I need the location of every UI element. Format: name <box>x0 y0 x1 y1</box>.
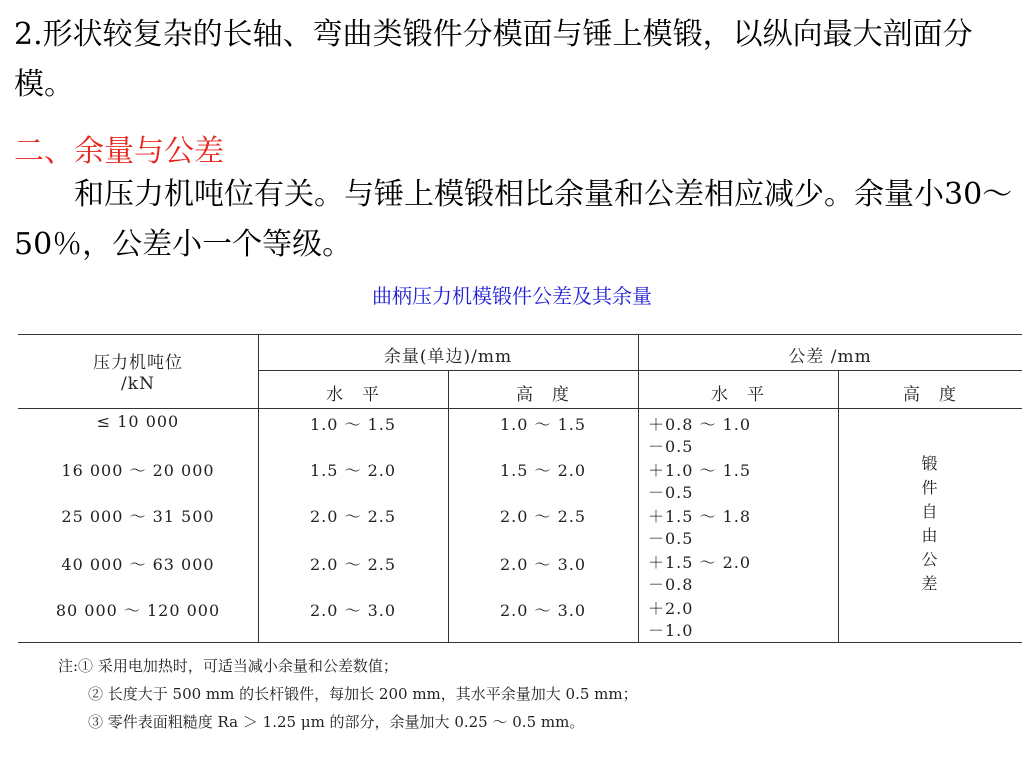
vertical-char: 锻 <box>921 454 939 473</box>
table-bottom-rule <box>18 642 1022 643</box>
row-3-allowance-height: 2.0 ～ 2.5 <box>499 507 587 526</box>
header-tolerance: 公差 /mm <box>788 347 872 367</box>
table-caption: 曲柄压力机模锻件公差及其余量 <box>372 284 652 308</box>
row-2-tolerance-lower: －0.5 <box>648 483 694 502</box>
subheader-tolerance-horizontal: 水 平 <box>711 385 765 405</box>
subheader-allowance-height: 高 度 <box>516 385 570 405</box>
row-2-tonnage: 16 000 ～ 20 000 <box>61 461 215 480</box>
vertical-char: 自 <box>921 502 939 521</box>
table-notes <box>58 652 638 736</box>
subheader-tolerance-height: 高 度 <box>903 385 957 405</box>
row-4-tolerance-lower: －0.8 <box>648 575 694 594</box>
note-1: 注:① 采用电加热时，可适当减小余量和公差数值； <box>58 657 398 675</box>
row-1-tolerance-lower: －0.5 <box>648 437 694 456</box>
row-2-tolerance-upper: ＋1.0 ～ 1.5 <box>648 461 752 480</box>
header-bottom-rule <box>18 408 1022 409</box>
body-paragraph: 和压力机吨位有关。与锤上模锻相比余量和公差相应减少。余量小30～50％，公差小一个等级。 <box>14 177 1013 262</box>
vertical-char: 件 <box>921 478 939 497</box>
row-5-tolerance-lower: －1.0 <box>648 621 694 640</box>
row-5-tonnage: 80 000 ～ 120 000 <box>55 601 221 620</box>
subheader-allowance-horizontal: 水 平 <box>326 385 380 405</box>
tolerance-table <box>18 334 1022 642</box>
row-5-allowance-height: 2.0 ～ 3.0 <box>499 601 587 620</box>
row-2-allowance-horizontal: 1.5 ～ 2.0 <box>309 461 397 480</box>
row-1-allowance-horizontal: 1.0 ～ 1.5 <box>309 415 397 434</box>
note-2: ② 长度大于 500 mm 的长杆锻件，每加长 200 mm，其水平余量加大 0.5 mm； <box>88 685 638 703</box>
row-1-allowance-height: 1.0 ～ 1.5 <box>499 415 587 434</box>
vertical-char: 由 <box>921 526 939 545</box>
note-3: ③ 零件表面粗糙度 Ra ＞ 1.25 μm 的部分，余量加大 0.25 ～ 0.5 mm。 <box>88 713 585 731</box>
section-heading: 二、余量与公差 <box>14 134 224 169</box>
row-3-tolerance-lower: －0.5 <box>648 529 694 548</box>
row-2-allowance-height: 1.5 ～ 2.0 <box>499 461 587 480</box>
tolerance-height-free-text <box>838 452 1022 596</box>
header-allowance: 余量(单边)/mm <box>383 347 513 367</box>
vertical-char: 公 <box>921 550 939 569</box>
vertical-char: 差 <box>921 574 939 593</box>
row-4-allowance-horizontal: 2.0 ～ 2.5 <box>309 555 397 574</box>
row-4-tonnage: 40 000 ～ 63 000 <box>61 555 215 574</box>
intro-paragraph: 2.形状较复杂的长轴、弯曲类锻件分模面与锤上模锻，以纵向最大剖面分模。 <box>14 17 973 102</box>
row-3-tolerance-upper: ＋1.5 ～ 1.8 <box>648 507 752 526</box>
row-5-allowance-horizontal: 2.0 ～ 3.0 <box>309 601 397 620</box>
row-3-allowance-horizontal: 2.0 ～ 2.5 <box>309 507 397 526</box>
row-5-tolerance-upper: ＋2.0 <box>648 599 694 618</box>
header-tonnage-unit: /kN <box>121 374 155 394</box>
row-1-tonnage: ≤ 10 000 <box>96 412 180 431</box>
row-4-allowance-height: 2.0 ～ 3.0 <box>499 555 587 574</box>
row-3-tonnage: 25 000 ～ 31 500 <box>61 507 215 526</box>
header-tonnage: 压力机吨位 <box>93 353 183 373</box>
row-4-tolerance-upper: ＋1.5 ～ 2.0 <box>648 553 752 572</box>
row-1-tolerance-upper: ＋0.8 ～ 1.0 <box>648 415 752 434</box>
table-top-rule <box>18 334 1022 335</box>
header-mid-rule <box>258 370 1022 371</box>
